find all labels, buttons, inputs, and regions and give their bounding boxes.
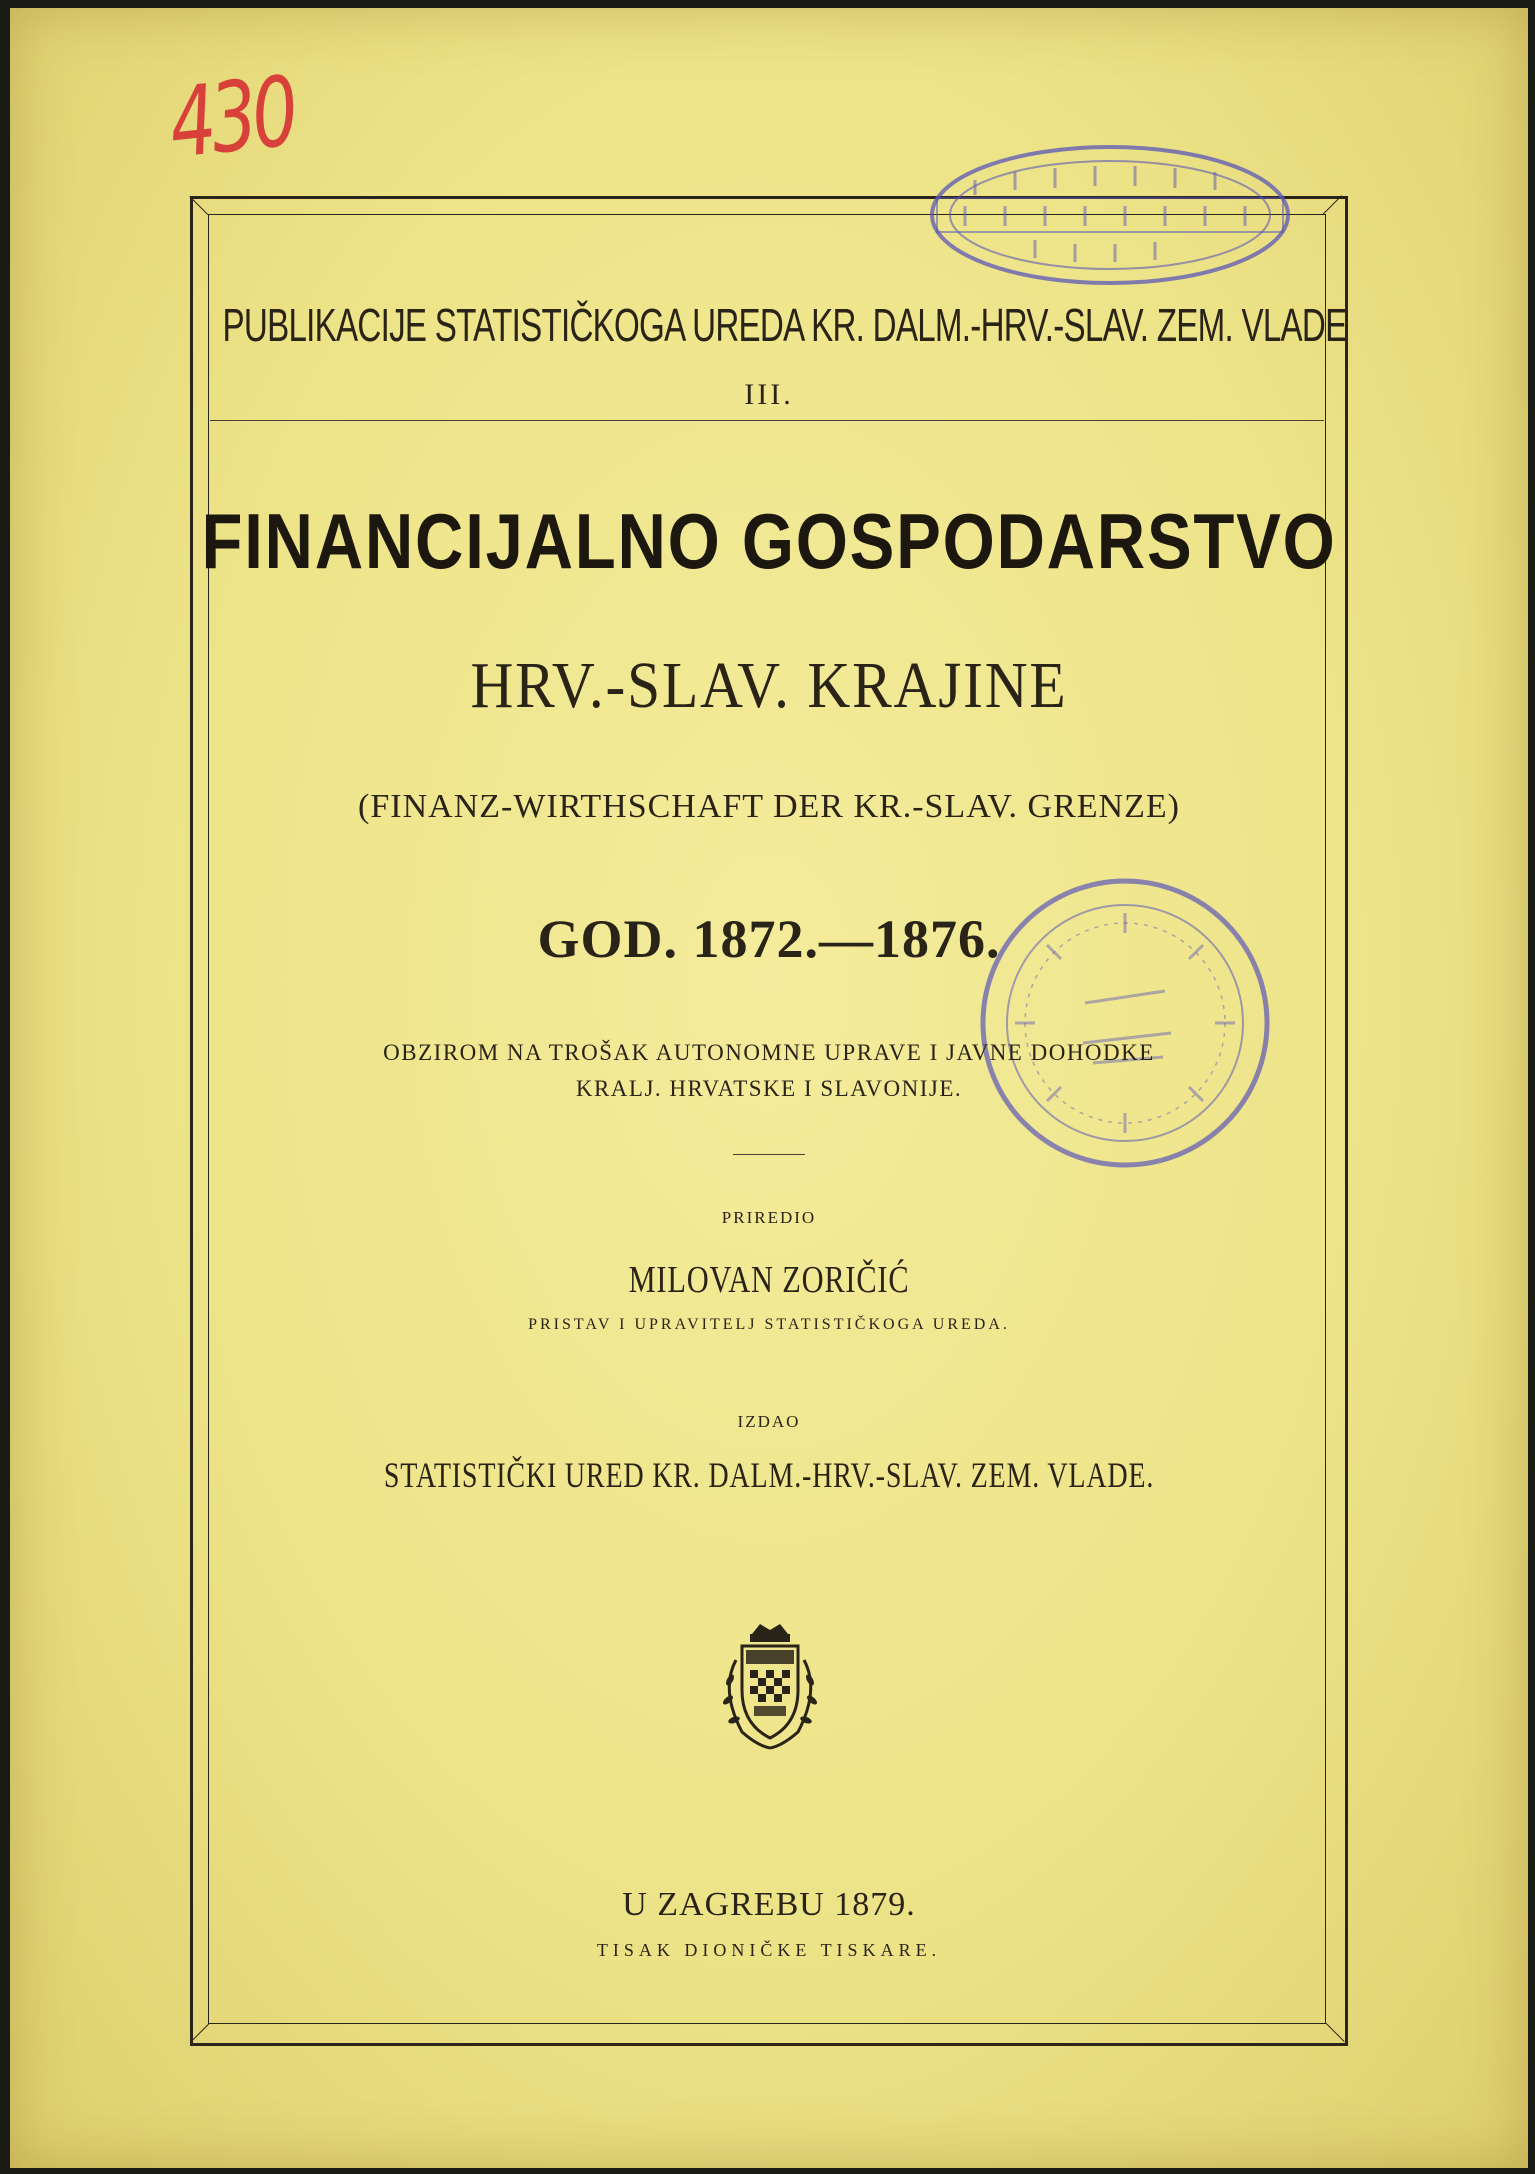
- printer-imprint: TISAK DIONIČKE TISKARE.: [596, 1940, 942, 1960]
- series-title: PUBLIKACIJE STATISTIČKOGA UREDA KR. DALM.-HRV.-SLAV. ZEM. VLADE: [222, 299, 1347, 351]
- library-oval-stamp-icon: [925, 140, 1295, 290]
- header-divider: [210, 420, 1324, 421]
- volume-number: III.: [744, 378, 794, 411]
- main-title: FINANCIJALNO GOSPODARSTVO: [201, 497, 1337, 585]
- handwritten-catalog-number: 430: [164, 55, 300, 180]
- scope-line-2: KRALJ. HRVATSKE I SLAVONIJE.: [575, 1076, 963, 1101]
- scope-line-1: OBZIROM NA TROŠAK AUTONOMNE UPRAVE I JAVNE DOHODKE: [383, 1040, 1155, 1065]
- year-range: GOD. 1872.—1876.: [537, 909, 1001, 969]
- publisher-name: STATISTIČKI URED KR. DALM.-HRV.-SLAV. ZEM. VLADE.: [383, 1455, 1155, 1495]
- author-position: PRISTAV I UPRAVITELJ STATISTIČKOGA UREDA.: [528, 1316, 1010, 1333]
- published-by-label: IZDAO: [737, 1412, 801, 1431]
- coat-of-arms-icon: [702, 1620, 838, 1756]
- book-cover: [10, 8, 1528, 2168]
- place-and-year: U ZAGREBU 1879.: [622, 1886, 916, 1923]
- german-title: (FINANZ-WIRTHSCHAFT DER KR.-SLAV. GRENZE): [358, 788, 1180, 825]
- section-divider: [733, 1154, 805, 1155]
- author-name: MILOVAN ZORIČIĆ: [628, 1259, 910, 1301]
- edited-by-label: PRIREDIO: [721, 1208, 817, 1227]
- subtitle: HRV.-SLAV. KRAJINE: [470, 649, 1068, 722]
